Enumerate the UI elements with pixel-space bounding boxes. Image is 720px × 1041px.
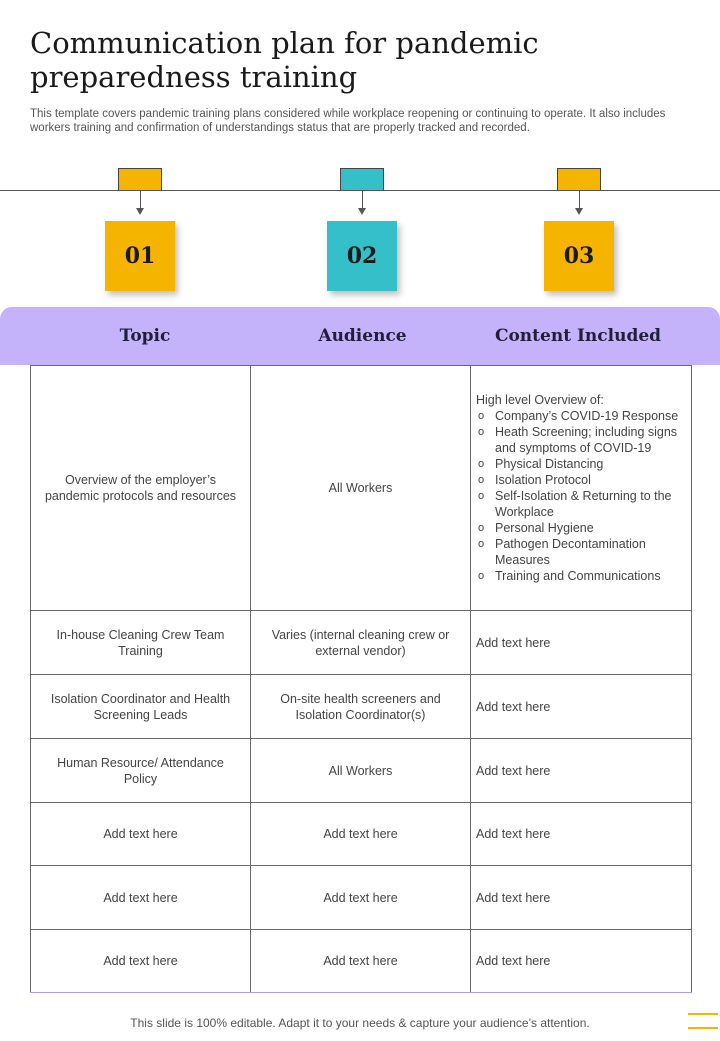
audience-cell: Add text here xyxy=(251,866,471,930)
topic-cell: Add text here xyxy=(31,803,251,866)
step-box-3: 03 xyxy=(544,221,614,291)
table-row xyxy=(31,930,692,993)
page-subtitle: This template covers pandemic training plans considered while workplace reopening or continuing to operate. It also includes workers training and confirmation of understandings status that are properly tracked and recorded. xyxy=(30,108,666,134)
content-list xyxy=(476,408,683,584)
arrow-down-icon xyxy=(575,208,583,215)
table-row xyxy=(31,675,692,739)
topic-cell: In-house Cleaning Crew Team Training xyxy=(31,611,251,675)
header-content: Content Included xyxy=(494,326,662,346)
table-row xyxy=(31,803,692,866)
topic-cell: Overview of the employer’s pandemic protocols and resources xyxy=(31,366,251,611)
table-header xyxy=(0,307,720,365)
content-cell: Add text here xyxy=(471,866,692,930)
footer-decoration xyxy=(688,1013,718,1041)
footer-note: This slide is 100% editable. Adapt it to your needs & capture your audience’s attention. xyxy=(130,1016,590,1030)
audience-cell: On-site health screeners and Isolation Coordinator(s) xyxy=(251,675,471,739)
list-item: o Isolation Protocol xyxy=(476,472,683,488)
connector-3 xyxy=(579,191,580,209)
header-audience: Audience xyxy=(318,326,407,346)
topic-cell: Human Resource/ Attendance Policy xyxy=(31,739,251,803)
topic-cell: Add text here xyxy=(31,866,251,930)
arrow-down-icon xyxy=(136,208,144,215)
timeline-line xyxy=(0,190,720,191)
connector-1 xyxy=(140,191,141,209)
content-cell: Add text here xyxy=(471,930,692,993)
timeline-tab-3 xyxy=(557,168,601,190)
table-row xyxy=(31,611,692,675)
step-box-1: 01 xyxy=(105,221,175,291)
header-topic: Topic xyxy=(119,326,171,346)
content-cell: Add text here xyxy=(471,739,692,803)
audience-cell: Add text here xyxy=(251,930,471,993)
table-row xyxy=(31,739,692,803)
page-title: Communication plan for pandemic preparedness training xyxy=(30,26,539,94)
content-cell: Add text here xyxy=(471,611,692,675)
list-item: o Self-Isolation & Returning to the Workplace xyxy=(476,488,683,520)
content-intro: High level Overview of: xyxy=(476,393,604,407)
content-cell: Add text here xyxy=(471,675,692,739)
list-item: o Personal Hygiene xyxy=(476,520,683,536)
footer-line xyxy=(688,1027,718,1029)
topic-cell: Add text here xyxy=(31,930,251,993)
list-item: o Company’s COVID-19 Response xyxy=(476,408,683,424)
table-row xyxy=(31,366,692,611)
audience-cell: Varies (internal cleaning crew or external vendor) xyxy=(251,611,471,675)
audience-cell: All Workers xyxy=(251,739,471,803)
list-item: o Pathogen Decontamination Measures xyxy=(476,536,683,568)
audience-cell: All Workers xyxy=(251,366,471,611)
list-item: o Training and Communications xyxy=(476,568,683,584)
step-box-2: 02 xyxy=(327,221,397,291)
timeline-tab-2 xyxy=(340,168,384,190)
table-row xyxy=(31,866,692,930)
list-item: o Physical Distancing xyxy=(476,456,683,472)
list-item: o Heath Screening; including signs and symptoms of COVID-19 xyxy=(476,424,683,456)
connector-2 xyxy=(362,191,363,209)
arrow-down-icon xyxy=(358,208,366,215)
plan-table xyxy=(30,365,692,993)
footer-line xyxy=(688,1013,718,1015)
content-cell xyxy=(471,366,692,611)
timeline-tab-1 xyxy=(118,168,162,190)
audience-cell: Add text here xyxy=(251,803,471,866)
topic-cell: Isolation Coordinator and Health Screening Leads xyxy=(31,675,251,739)
content-cell: Add text here xyxy=(471,803,692,866)
